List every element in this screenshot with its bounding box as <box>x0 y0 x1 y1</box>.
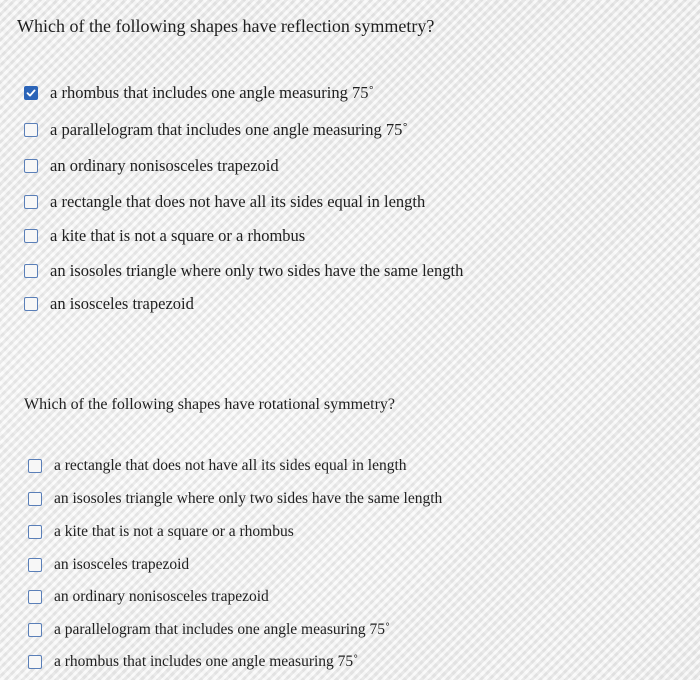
checkmark-icon <box>26 88 36 98</box>
option-label: a rectangle that does not have all its sides equal in length <box>50 192 426 211</box>
option-q2-parallelogram[interactable] <box>28 621 390 639</box>
option-label: a parallelogram that includes one angle measuring 75˚ <box>50 120 408 139</box>
option-label: an ordinary nonisosceles trapezoid <box>50 156 279 175</box>
option-q1-parallelogram[interactable] <box>24 120 408 140</box>
checkbox[interactable] <box>24 195 38 209</box>
option-label: a rectangle that does not have all its sides equal in length <box>54 457 407 474</box>
checkbox[interactable] <box>28 459 42 473</box>
checkbox[interactable] <box>28 623 42 637</box>
checkbox[interactable] <box>28 655 42 669</box>
option-label: an isosoles triangle where only two sides have the same length <box>54 490 443 507</box>
checkbox[interactable] <box>24 297 38 311</box>
checkbox[interactable] <box>24 229 38 243</box>
option-label: a kite that is not a square or a rhombus <box>54 523 294 540</box>
checkbox[interactable] <box>24 264 38 278</box>
option-q1-isosceles-trapezoid[interactable] <box>24 294 194 314</box>
option-q1-rectangle[interactable] <box>24 192 425 212</box>
option-label: a rhombus that includes one angle measuring 75˚ <box>50 83 374 102</box>
option-q2-isosceles-triangle[interactable] <box>28 490 442 508</box>
option-q2-isosceles-trapezoid[interactable] <box>28 556 189 574</box>
checkbox[interactable] <box>24 123 38 137</box>
checkbox[interactable] <box>28 590 42 604</box>
option-label: a rhombus that includes one angle measuring 75˚ <box>54 653 359 670</box>
option-q2-rhombus[interactable] <box>28 653 358 671</box>
checkbox[interactable] <box>28 558 42 572</box>
checkbox[interactable] <box>24 86 38 100</box>
option-label: an isosceles trapezoid <box>54 556 190 573</box>
option-q2-kite[interactable] <box>28 523 294 541</box>
option-q2-nonisosceles-trapezoid[interactable] <box>28 588 269 606</box>
question-title: Which of the following shapes have reflection symmetry? <box>17 16 435 36</box>
checkbox[interactable] <box>28 525 42 539</box>
option-q1-kite[interactable] <box>24 226 305 246</box>
option-label: an isosoles triangle where only two sides have the same length <box>50 261 464 280</box>
question-title: Which of the following shapes have rotational symmetry? <box>24 396 396 413</box>
checkbox[interactable] <box>24 159 38 173</box>
option-label: an isosceles trapezoid <box>50 294 194 313</box>
option-label: an ordinary nonisosceles trapezoid <box>54 588 269 605</box>
option-q2-rectangle[interactable] <box>28 457 407 475</box>
option-label: a kite that is not a square or a rhombus <box>50 226 306 245</box>
option-q1-rhombus[interactable] <box>24 83 374 103</box>
option-label: a parallelogram that includes one angle measuring 75˚ <box>54 621 391 638</box>
option-q1-nonisosceles-trapezoid[interactable] <box>24 156 279 176</box>
checkbox[interactable] <box>28 492 42 506</box>
option-q1-isosceles-triangle[interactable] <box>24 261 463 281</box>
